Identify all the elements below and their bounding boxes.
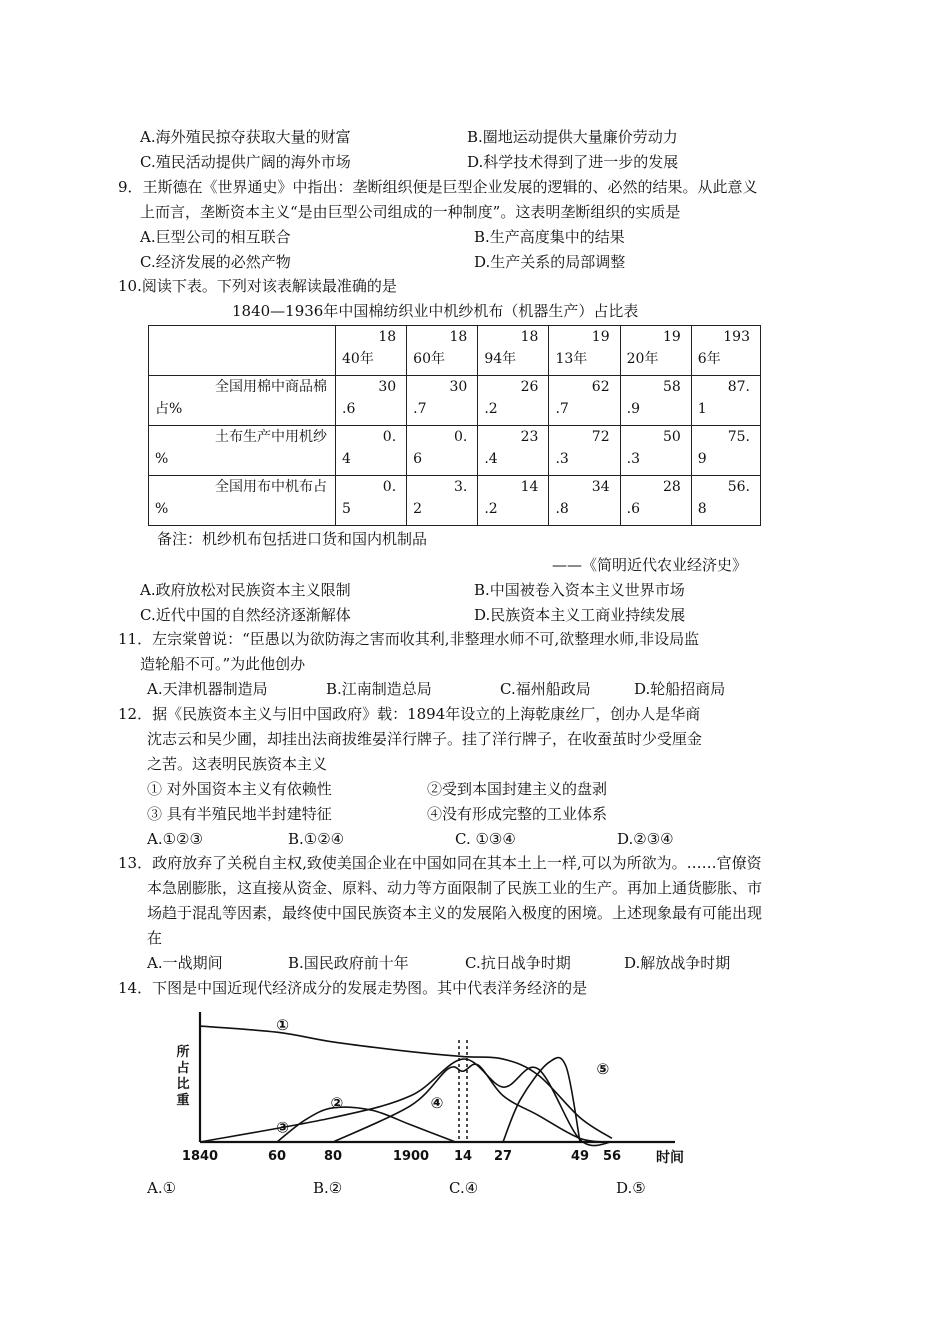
table-cell: 0. 5: [336, 476, 407, 526]
q13-stem-line3: 场趋于混乱等因素，最终使中国民族资本主义的发展陷入极度的困境。上述现象最有可能出现: [147, 904, 763, 922]
table-cell: 50 .3: [620, 426, 691, 476]
table-cell: 3. 2: [407, 476, 478, 526]
q11-option-a: A.天津机器制造局: [147, 680, 268, 698]
q13-stem-line2: 本急剧膨胀，这直接从资金、原料、动力等方面限制了民族工业的生产。再加上通货膨胀、市: [147, 879, 763, 897]
q9-option-b: B.生产高度集中的结果: [474, 228, 625, 246]
table-cell: 87. 1: [691, 376, 760, 426]
x-tick-label: 1900: [392, 1149, 430, 1164]
series-label: ①: [276, 1015, 289, 1034]
q12-statement-1: ① 对外国资本主义有依赖性: [147, 780, 332, 798]
economic-trend-chart: [165, 1010, 705, 1170]
table-header-cell: 18 40年: [336, 326, 407, 376]
q14-option-d: D.⑤: [616, 1179, 646, 1197]
q13-option-d: D.解放战争时期: [624, 954, 731, 972]
table-cell: 0. 4: [336, 426, 407, 476]
table-header-row: [149, 326, 761, 376]
x-tick-label: 60: [267, 1149, 287, 1164]
q11-option-d: D.轮船招商局: [634, 680, 726, 698]
table-header-cell: 19 20年: [620, 326, 691, 376]
table-cell: 30 .6: [336, 376, 407, 426]
q10-stem: 10.阅读下表。下列对该表解读最准确的是: [118, 277, 397, 295]
q12-option-b: B.①②④: [288, 830, 345, 848]
table-cell: 34 .8: [549, 476, 620, 526]
q9-stem-line1: 9．王斯德在《世界通史》中指出：垄断组织便是巨型企业发展的逻辑的、必然的结果。从此意义: [118, 178, 758, 196]
table-cell: 75. 9: [691, 426, 760, 476]
series-line: [277, 1107, 456, 1142]
series-label: ③: [276, 1118, 289, 1137]
x-tick-label: 80: [323, 1149, 343, 1164]
q12-option-c: C. ①③④: [455, 830, 516, 848]
q12-stem-line1: 12．据《民族资本主义与旧中国政府》载：1894年设立的上海乾康丝厂，创办人是华商: [118, 705, 701, 723]
x-tick-label: 56: [602, 1149, 622, 1164]
table-row: [149, 426, 761, 476]
table-row: [149, 376, 761, 426]
table-cell: 58 .9: [620, 376, 691, 426]
q9-stem-line2: 上而言，垄断资本主义“是由巨型公司组成的一种制度”。这表明垄断组织的实质是: [140, 203, 681, 221]
table-row: [149, 476, 761, 526]
y-axis-label-char: 比: [176, 1077, 190, 1092]
q9-option-a: A.巨型公司的相互联合: [140, 228, 291, 246]
series-label: ④: [430, 1093, 444, 1112]
q8-option-a: A.海外殖民掠夺获取大量的财富: [140, 128, 351, 146]
q14-option-b: B.②: [313, 1179, 343, 1197]
q10-option-c: C.近代中国的自然经济逐渐解体: [140, 606, 351, 624]
x-tick-label: 14: [453, 1149, 473, 1164]
table-cell: 14 .2: [478, 476, 549, 526]
q14-option-c: C.④: [449, 1179, 479, 1197]
q12-stem-line2: 沈志云和吴少圃，却挂出法商拔维晏洋行牌子。挂了洋行牌子，在收蚕茧时少受厘金: [147, 730, 703, 748]
series-label: ⑤: [596, 1059, 610, 1078]
q10-option-b: B.中国被卷入资本主义世界市场: [474, 581, 685, 599]
q13-option-b: B.国民政府前十年: [288, 954, 409, 972]
q9-option-c: C.经济发展的必然产物: [140, 253, 291, 271]
y-axis-label-char: 所: [176, 1045, 190, 1060]
y-axis-label-char: 占: [176, 1061, 190, 1076]
q13-option-c: C.抗日战争时期: [465, 954, 571, 972]
table-cell: 30 .7: [407, 376, 478, 426]
q8-option-d: D.科学技术得到了进一步的发展: [467, 153, 679, 171]
q10-option-a: A.政府放松对民族资本主义限制: [140, 581, 351, 599]
q10-table-source: ——《简明近代农业经济史》: [552, 556, 748, 574]
table-cell: 0. 6: [407, 426, 478, 476]
x-tick-label: 49: [570, 1149, 590, 1164]
table-row-label: 土布生产中用机纱 %: [149, 426, 336, 476]
q13-stem-line1: 13．政府放弃了关税自主权,致使美国企业在中国如同在其本土上一样,可以为所欲为。……官僚资: [118, 854, 762, 872]
chart-series: [200, 1026, 612, 1145]
q11-option-c: C.福州船政局: [500, 680, 591, 698]
q9-option-d: D.生产关系的局部调整: [474, 253, 626, 271]
q11-option-b: B.江南制造总局: [326, 680, 432, 698]
table-cell: 28 .6: [620, 476, 691, 526]
q14-option-a: A.①: [147, 1179, 177, 1197]
q12-option-a: A.①②③: [147, 830, 203, 848]
q11-stem-line2: 造轮船不可。”为此他创办: [140, 655, 306, 673]
q11-stem-line1: 11．左宗棠曾说：“臣愚以为欲防海之害而收其利,非整理水师不可,欲整理水师,非设局监: [118, 630, 700, 648]
q12-option-d: D.②③④: [617, 830, 674, 848]
q10-table-note: 备注：机纱机布包括进口货和国内机制品: [157, 530, 428, 548]
q12-stem-line3: 之苦。这表明民族资本主义: [147, 755, 328, 773]
q13-option-a: A.一战期间: [147, 954, 223, 972]
series-line: [200, 1059, 612, 1146]
table-header-cell: 193 6年: [691, 326, 760, 376]
table-cell: 56. 8: [691, 476, 760, 526]
series-label: ②: [330, 1093, 344, 1112]
q12-statement-3: ③ 具有半殖民地半封建特征: [147, 805, 332, 823]
y-axis-label-char: 重: [176, 1093, 190, 1108]
q10-data-table: [148, 325, 761, 526]
table-cell: 26 .2: [478, 376, 549, 426]
table-cell: 62 .7: [549, 376, 620, 426]
table-header-cell: 19 13年: [549, 326, 620, 376]
q13-stem-line4: 在: [147, 929, 163, 947]
q8-option-b: B.圈地运动提供大量廉价劳动力: [467, 128, 678, 146]
table-row-label: 全国用布中机布占 %: [149, 476, 336, 526]
table-header-cell: 18 94年: [478, 326, 549, 376]
x-axis-label: 时间: [656, 1150, 684, 1166]
q12-statement-4: ④没有形成完整的工业体系: [427, 805, 608, 823]
q8-option-c: C.殖民活动提供广阔的海外市场: [140, 153, 351, 171]
table-header-cell: 18 60年: [407, 326, 478, 376]
x-tick-label: 1840: [181, 1149, 219, 1164]
table-row-label: 全国用棉中商品棉 占%: [149, 376, 336, 426]
q10-option-d: D.民族资本主义工商业持续发展: [474, 606, 686, 624]
q14-stem: 14．下图是中国近现代经济成分的发展走势图。其中代表洋务经济的是: [118, 979, 588, 997]
table-cell: 23 .4: [478, 426, 549, 476]
series-line: [503, 1058, 580, 1142]
series-line: [330, 1064, 612, 1142]
table-corner-cell: [149, 326, 336, 376]
table-cell: 72 .3: [549, 426, 620, 476]
q12-statement-2: ②受到本国封建主义的盘剥: [427, 780, 608, 798]
q10-table-title: 1840—1936年中国棉纺织业中机纱机布（机器生产）占比表: [232, 302, 639, 320]
x-tick-label: 27: [493, 1149, 513, 1164]
